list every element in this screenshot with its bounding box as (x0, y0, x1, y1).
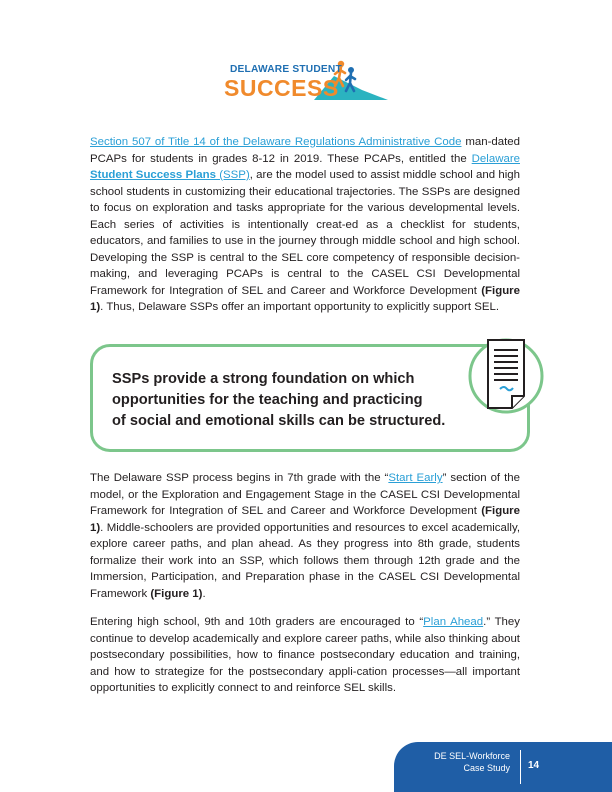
paragraph-2-text-a: The Delaware SSP process begins in 7th grade with the “ (90, 472, 389, 484)
paragraph-3-text-a: Entering high school, 9th and 10th graders are encouraged to “ (90, 616, 424, 628)
logo-line1: DELAWARE STUDENT (230, 64, 342, 75)
plan-ahead-link[interactable]: Plan Ahead (423, 616, 484, 628)
callout-quote (112, 369, 472, 432)
paragraph-3 (90, 614, 520, 697)
start-early-link[interactable]: Start Early (388, 472, 443, 484)
figure-1-reference: (Figure 1) (90, 284, 520, 313)
paragraph-1-text-a: man-dated PCAPs for students in grades 8-12 in 2019. These PCAPs, entitled the (90, 136, 520, 165)
footer-title-line-1: DE SEL-Workforce (434, 751, 510, 761)
ssp-link-part1: Delaware (471, 152, 520, 165)
page-number: 14 (528, 760, 540, 771)
paragraph-3-text-b: .” They continue to develop academically and explore career paths, while also thinking about postsecondary possibilities, how to finance postsecondary education and training, and how to strategize for the postsecondary appli-cation processes—all important opportunities to explicitly connect to and reinforce SEL skills. (90, 616, 521, 694)
paragraph-2 (90, 470, 520, 602)
callout-line-2: opportunities for the teaching and practicing (112, 392, 423, 408)
document-icon (466, 334, 546, 414)
ssp-link-part2: Student Success Plans (90, 169, 216, 181)
regulation-link[interactable]: Section 507 of Title 14 of the Delaware Regulations Administrative Code (90, 136, 462, 148)
logo-line2: SUCCESS (224, 75, 339, 101)
ssp-link-part3: (SSP) (216, 169, 250, 181)
footer-divider (520, 750, 521, 784)
figure-1-reference: (Figure 1) (150, 587, 203, 600)
paragraph-2-text-c: . Middle-schoolers are provided opportunities and resources to excel academically, explore career paths, and plan ahead. As they progress into 8th grade, students formalize their work into an SSP, which follows them through 12th grade and the Immersion, Participation, and Preparation phase in the CASEL CSI Developmental Framework (90, 521, 520, 600)
paragraph-2-text-b: ” section of the model, or the Exploration and Engagement Stage in the CASEL CSI Developmental Framework for Integration of SEL and Career and Workforce Development (90, 472, 520, 517)
paragraph-1-text-c: . Thus, Delaware SSPs offer an important opportunity to explicitly support SEL. (100, 301, 499, 313)
figure-1-reference: (Figure 1) (90, 505, 520, 534)
callout-line-1: SSPs provide a strong foundation on which (112, 371, 415, 387)
delaware-student-success-logo (222, 56, 392, 104)
footer-title-line-2: Case Study (463, 763, 510, 773)
paragraph-1 (90, 134, 520, 316)
paragraph-1-text-b: , are the model used to assist middle school and high school students in customizing their educational trajectories. The SSPs are designed to focus on exploration and tasks appropriate for the various developmental levels. Each series of activities is intentionally creat-ed as a checklist for students, educators, and families to use in the journey through middle school and high school. Developing the SSP is central to the SEL core competency of responsible decision-making, and leveraging PCAPs is central to the CASEL CSI Developmental Framework for Integration of SEL and Career and Workforce Development (90, 169, 520, 297)
paragraph-2-text-d: . (202, 587, 206, 600)
footer-title (402, 750, 510, 774)
callout-line-3: of social and emotional skills can be structured. (112, 413, 446, 429)
